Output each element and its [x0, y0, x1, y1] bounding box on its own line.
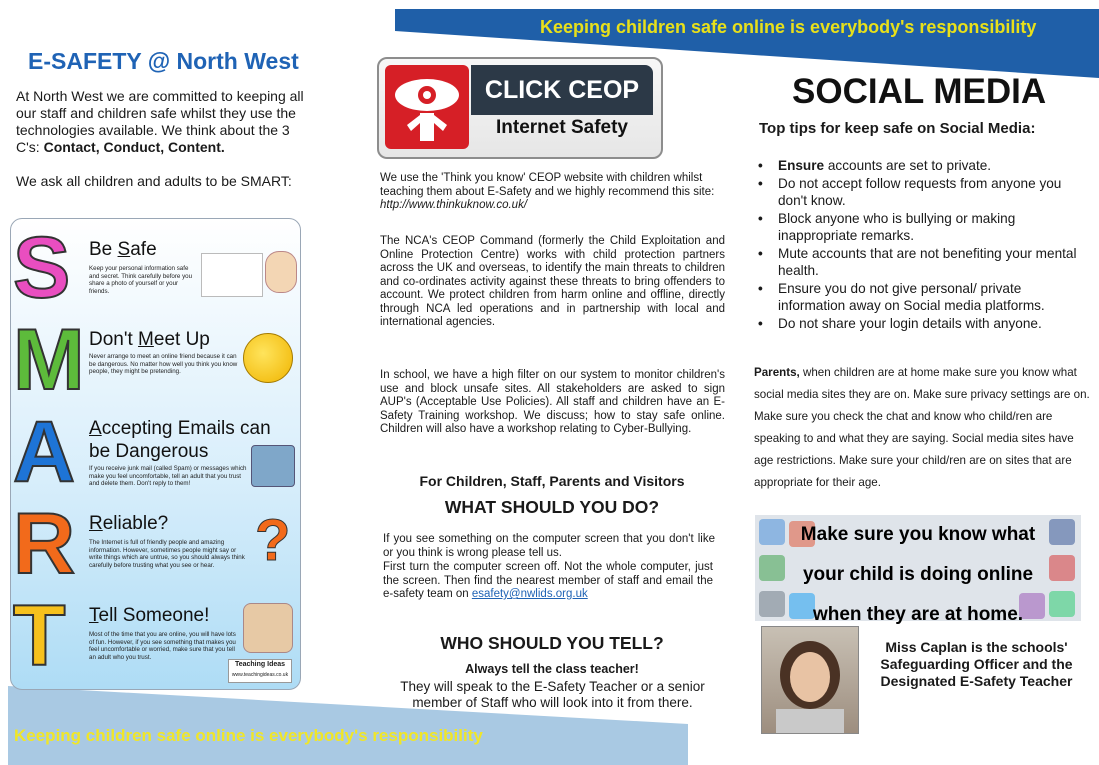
smart-intro-line: We ask all children and adults to be SMART:	[16, 173, 292, 189]
know-what-line-1: Make sure you know what	[800, 524, 1036, 545]
page-heading: E-SAFETY @ North West	[28, 48, 299, 74]
audience-heading: For Children, Staff, Parents and Visitors	[419, 473, 685, 489]
esafety-email-link[interactable]: esafety@nwlids.org.uk	[471, 588, 588, 600]
tip-item	[758, 175, 1092, 210]
row-title-s	[89, 239, 157, 261]
tip-item	[758, 157, 1092, 175]
row-desc-s: Keep your personal information safe and secret. Think carefully before you share a photo of yourself or your friends.	[89, 265, 193, 295]
row-title-m-rest: eet Up	[153, 329, 210, 350]
teaching-ideas-url: www.teachingideas.co.uk	[231, 672, 289, 678]
row-desc-t: Most of the time that you are online, you will have lots of fun. However, if you see something that makes you feel uncomfortable or worried, make sure that you tell an adult who you trust.	[89, 631, 236, 661]
tip-text: Mute accounts that are not benefiting your mental health.	[778, 245, 1077, 278]
letter-m: M	[13, 312, 85, 408]
ceop-title: CLICK CEOP	[471, 65, 653, 115]
tip-item	[758, 245, 1092, 280]
row-title-r-key: R	[89, 513, 103, 534]
smart-row-r	[11, 496, 300, 592]
thinkuknow-text: We use the 'Think you know' CEOP website with children whilst teaching them about E-Safety and we highly recommend this site:	[380, 172, 715, 198]
intro-paragraph	[16, 88, 316, 156]
safeguarding-officer-photo	[761, 626, 859, 734]
what-heading: WHAT SHOULD YOU DO?	[444, 497, 660, 517]
row-title-r	[89, 513, 168, 535]
who-bold-line: Always tell the class teacher!	[465, 662, 639, 676]
tip-text: Do not share your login details with anyone.	[778, 315, 1042, 331]
row-title-m	[89, 329, 210, 351]
tip-item	[758, 210, 1092, 245]
tips-list	[758, 157, 1092, 332]
intro-three-cs: Contact, Conduct, Content.	[43, 139, 225, 155]
row-desc-m: Never arrange to meet an online friend because it can be dangerous. No matter how well you think you know people, they might be pretending.	[89, 353, 238, 375]
parents-paragraph	[754, 362, 1090, 494]
teaching-ideas-logo	[228, 659, 292, 683]
ceop-subtitle: Internet Safety	[496, 117, 628, 138]
who-paragraph: They will speak to the E-Safety Teacher or a senior member of Staff who will look into it from there.	[400, 679, 705, 710]
boy-cartoon-icon	[265, 251, 297, 293]
teaching-ideas-name: Teaching Ideas	[234, 661, 286, 668]
know-what-message	[755, 515, 1081, 635]
what-paragraph-2	[383, 561, 713, 602]
what-text-2: First turn the computer screen off. Not the whole computer, just the screen. Then find the nearest member of staff and email the e-safety team on	[383, 561, 713, 600]
family-cartoon-icon	[243, 603, 293, 653]
tip-item	[758, 315, 1092, 333]
what-paragraph-1: If you see something on the computer screen that you don't like or you think is wrong please tell us.	[383, 533, 715, 559]
row-desc-r: The Internet is full of friendly people and amazing information. However, sometimes people might say or write things which are untrue, so you should always think carefully before trusting what you see or hear.	[89, 539, 245, 569]
intro-text: At North West we are committed to keeping all our staff and children safe whilst they use the technologies available. We think about the 3 C's:	[16, 88, 304, 155]
letter-s: S	[13, 220, 71, 316]
nca-paragraph: The NCA's CEOP Command (formerly the Child Exploitation and Online Protection Centre) works with child protection partners across the UK and overseas, to identify the main threats to children and co-ordinates activity against these threats to bring offenders to account. We protect children from harm online and offline, directly through NCA led operations and in partnership with local and international agencies.	[380, 235, 725, 328]
row-title-t-rest: ell Someone!	[98, 605, 210, 626]
question-mark-icon: ?	[255, 508, 291, 573]
tip-text: Block anyone who is bullying or making inappropriate remarks.	[778, 210, 1016, 243]
computer-cartoon-icon	[251, 445, 295, 487]
smart-row-a	[11, 404, 300, 500]
school-filter-paragraph: In school, we have a high filter on our system to monitor children's use and block unsafe sites. All stakeholders are asked to sign AUP's (Acceptable Use Policies). All staff and children have an E-Safety Training workshop. We discuss; how to stay safe online. Children will also have a workshop relating to Cyber-Bullying.	[380, 369, 725, 435]
know-what-line-3: when they are at home.	[812, 604, 1024, 625]
ceop-eye-icon	[385, 65, 469, 149]
row-title-r-rest: eliable?	[102, 513, 169, 534]
tips-heading: Top tips for keep safe on Social Media:	[759, 120, 1036, 137]
row-title-m-key: M	[138, 329, 154, 350]
thinkuknow-paragraph	[380, 172, 725, 213]
row-title-s-lead: Be	[89, 239, 118, 260]
who-heading: WHO SHOULD YOU TELL?	[440, 633, 664, 653]
bottom-banner-text: Keeping children safe online is everybody's responsibility	[14, 726, 483, 745]
parents-text: when children are at home make sure you know what social media sites they are on. Make sure privacy settings are on. Make sure you check the chat and know who child/ren are speaking to and what they are saying. Social media sites have age restrictions. Make sure your child/ren are on sites that are appropriate for their age.	[754, 366, 1090, 489]
row-desc-a: If you receive junk mail (called Spam) or messages which make you feel uncomfortable, tell an adult that you trust and delete them. Don't reply to them!	[89, 465, 247, 487]
know-what-line-2: your child is doing online	[802, 564, 1034, 585]
row-title-s-rest: afe	[130, 239, 157, 260]
smart-poster	[10, 218, 301, 690]
row-title-t-key: T	[89, 605, 99, 626]
smart-row-m	[11, 312, 300, 408]
smart-row-s	[11, 220, 300, 316]
top-banner-text: Keeping children safe online is everybody's responsibility	[540, 17, 1037, 37]
profile-card-image	[201, 253, 263, 297]
row-title-t	[89, 605, 209, 627]
tip-text: Ensure you do not give personal/ private information away on Social media platforms.	[778, 280, 1045, 313]
tip-item	[758, 280, 1092, 315]
letter-a: A	[13, 404, 76, 500]
tip-text: Do not accept follow requests from anyone you don't know.	[778, 175, 1062, 208]
social-media-title: SOCIAL MEDIA	[792, 72, 1047, 111]
row-title-s-key: S	[117, 239, 131, 260]
row-title-a-rest: ccepting Emails can be Dangerous	[89, 418, 271, 462]
safeguarding-officer-caption: Miss Caplan is the schools' Safeguarding Officer and the Designated E-Safety Teacher	[880, 639, 1073, 689]
tip-bold: Ensure	[778, 158, 825, 173]
tip-text: accounts are set to private.	[824, 158, 992, 173]
thinkuknow-link[interactable]: http://www.thinkuknow.co.uk/	[380, 199, 528, 211]
letter-r: R	[13, 496, 76, 592]
letter-t: T	[13, 588, 66, 684]
row-title-m-lead: Don't	[89, 329, 139, 350]
parents-label: Parents,	[754, 366, 800, 379]
angry-face-icon	[243, 333, 293, 383]
row-title-a-key: A	[89, 418, 102, 439]
click-ceop-button[interactable]	[377, 57, 663, 159]
